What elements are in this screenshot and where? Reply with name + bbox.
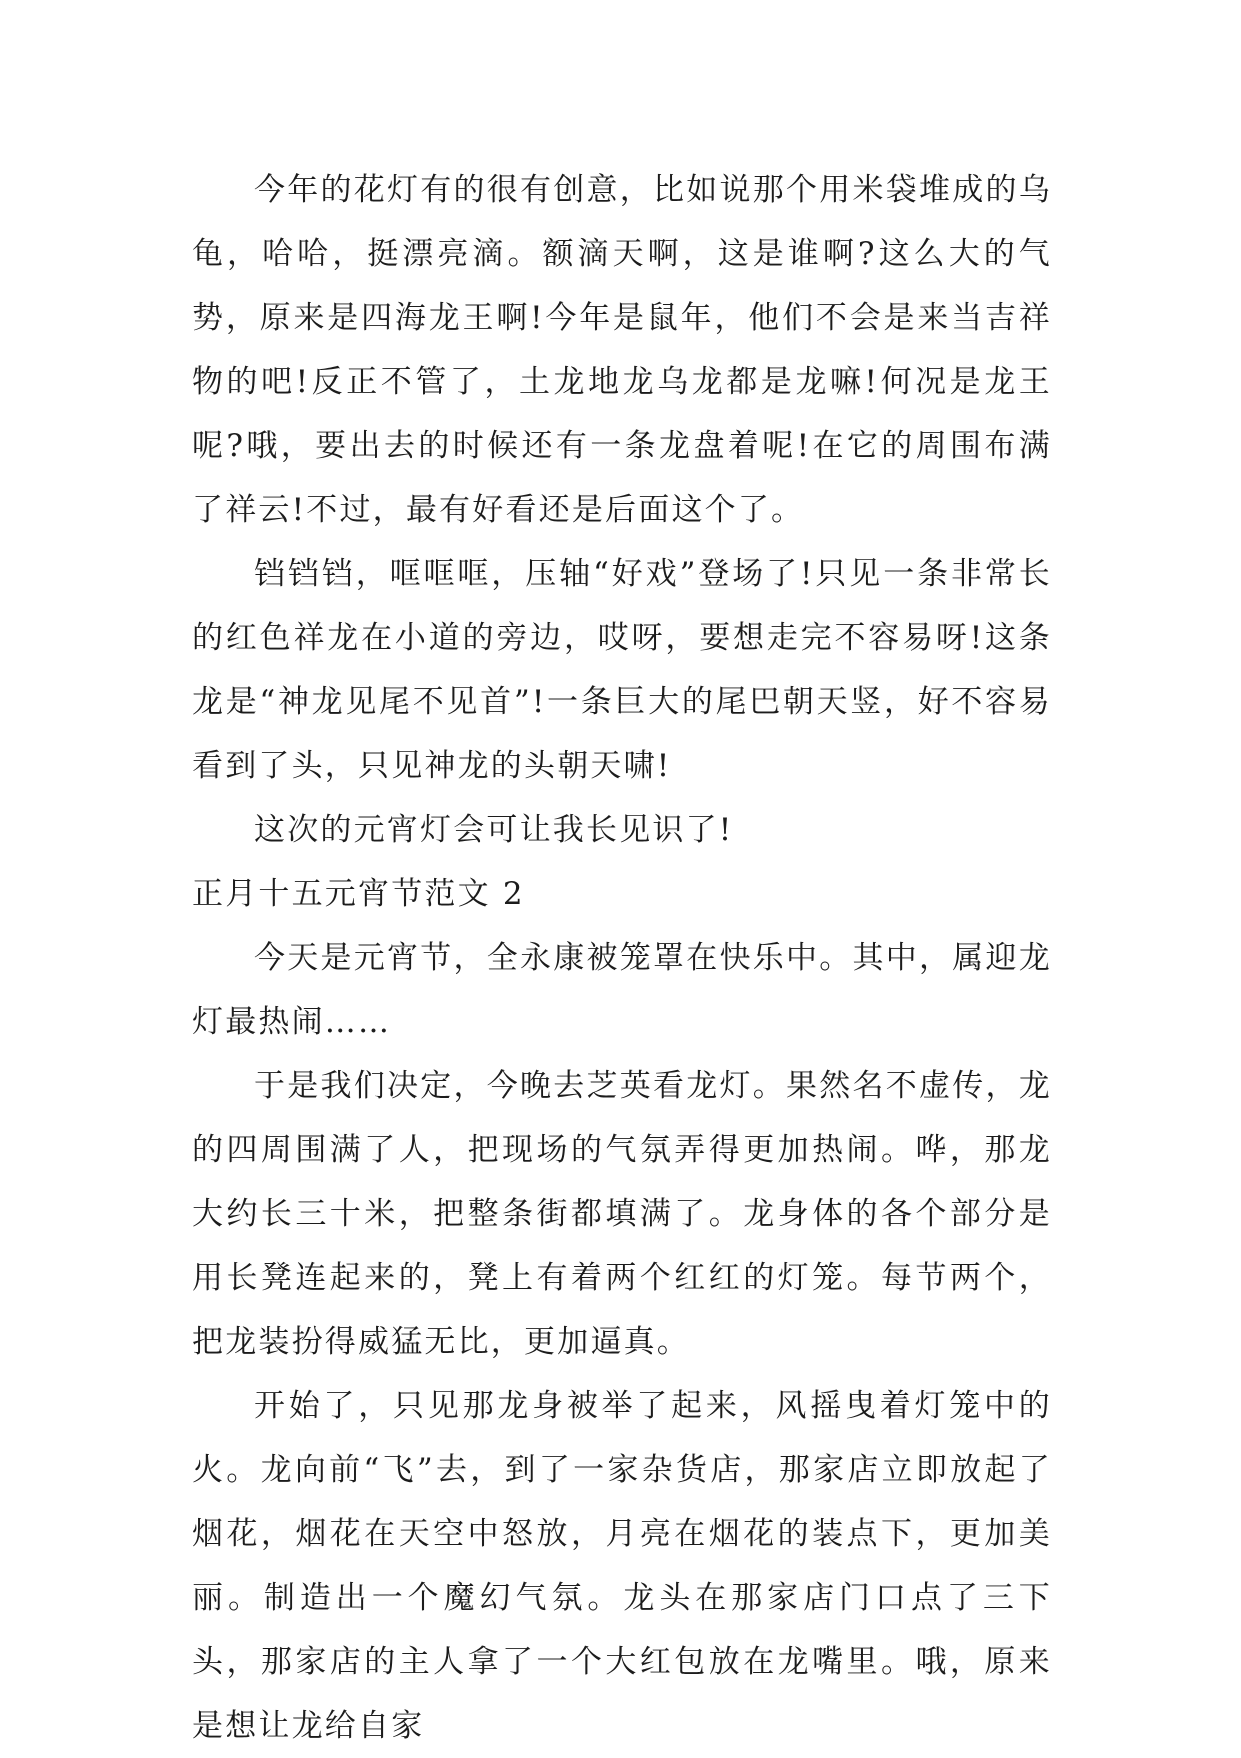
paragraph: 这次的元宵灯会可让我长见识了! bbox=[254, 812, 734, 848]
paragraph: 铛铛铛，哐哐哐，压轴“好戏”登场了!只见一条非常长的红色祥龙在小道的旁边，哎呀，要想走完不容易呀!这条龙是“神龙见尾不见首”!一条巨大的尾巴朝天竖，好不容易看到了头，只见神龙的头朝天啸! bbox=[192, 556, 1052, 784]
paragraph: 于是我们决定，今晚去芝英看龙灯。果然名不虚传，龙的四周围满了人，把现场的气氛弄得更加热闹。哗，那龙大约长三十米，把整条街都填满了。龙身体的各个部分是用长凳连起来的，凳上有着两个红红的灯笼。每节两个，把龙装扮得威猛无比，更加逼真。 bbox=[192, 1068, 1052, 1360]
paragraph: 今年的花灯有的很有创意，比如说那个用米袋堆成的乌龟，哈哈，挺漂亮滴。额滴天啊，这是谁啊?这么大的气势，原来是四海龙王啊!今年是鼠年，他们不会是来当吉祥物的吧!反正不管了，土龙地龙乌龙都是龙嘛!何况是龙王呢?哦，要出去的时候还有一条龙盘着呢!在它的周围布满了祥云!不过，最有好看还是后面这个了。 bbox=[192, 172, 1052, 528]
section-title: 正月十五元宵节范文 2 bbox=[192, 876, 525, 912]
paragraph: 今天是元宵节，全永康被笼罩在快乐中。其中，属迎龙灯最热闹…… bbox=[192, 940, 1052, 1040]
paragraph: 开始了，只见那龙身被举了起来，风摇曳着灯笼中的火。龙向前“飞”去，到了一家杂货店，那家店立即放起了烟花，烟花在天空中怒放，月亮在烟花的装点下，更加美丽。制造出一个魔幻气氛。龙头在那家店门口点了三下头，那家店的主人拿了一个大红包放在龙嘴里。哦，原来是想让龙给自家 bbox=[192, 1388, 1052, 1744]
document-body bbox=[192, 158, 1052, 1758]
